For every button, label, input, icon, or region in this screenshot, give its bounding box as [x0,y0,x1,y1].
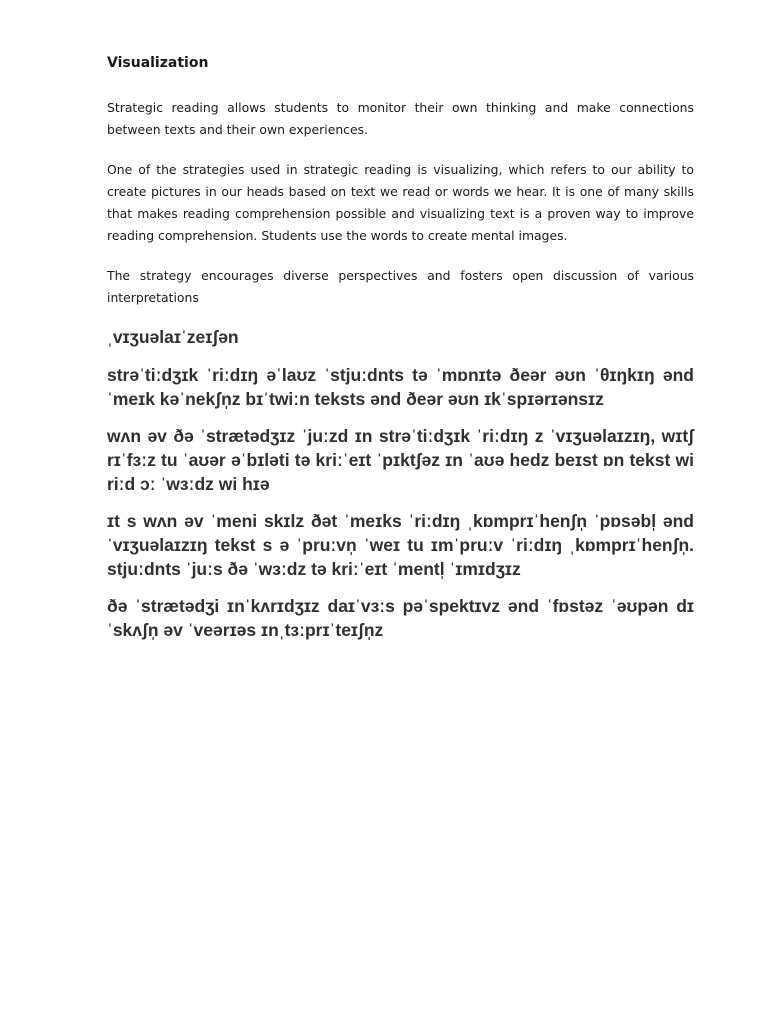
ipa-title: ˌvɪʒuəlaɪˈzeɪʃən [107,327,239,347]
ipa-paragraph-1: strəˈtiːdʒɪk ˈriːdɪŋ əˈlaʊz ˈstjuːdnts tə ˈmɒnɪtə ðeər əʊn ˈθɪŋkɪŋ ənd ˈmeɪk kəˈnekʃn̩z bɪˈtwiːn teksts ənd ðeər əʊn ɪkˈspɪərɪənsɪz [107,365,694,409]
ipa-paragraph-4: ðə ˈstrætədʒi ɪnˈkʌrɪdʒɪz daɪˈvɜːs pəˈspektɪvz ənd ˈfɒstəz ˈəʊpən dɪˈskʌʃn̩ əv ˈveərɪəs ɪnˌtɜːprɪˈteɪʃn̩z [107,596,694,640]
document-title: Visualization [107,55,209,71]
paragraph-strategic-reading: Strategic reading allows students to monitor their own thinking and make connections between texts and their own experiences. [107,100,694,137]
ipa-paragraph-3: ɪt s wʌn əv ˈmeni skɪlz ðət ˈmeɪks ˈriːdɪŋ ˌkɒmprɪˈhenʃn̩ ˈpɒsəbl̩ ənd ˈvɪʒuəlaɪzɪŋ tekst s ə ˈpruːvn̩ ˈweɪ tu ɪmˈpruːv ˈriːdɪŋ ˌkɒmprɪˈhenʃn̩. stjuːdnts ˈjuːs ðə ˈwɜːdz tə kriːˈeɪt ˈmentl̩ ˈɪmɪdʒɪz [107,511,694,579]
paragraph-visualizing-strategy: One of the strategies used in strategic reading is visualizing, which refers to our ability to create pictures in our heads based on text we read or words we hear. It is one of many skills that makes reading comprehension possible and visualizing text is a proven way to improve reading comprehension. Students use the words to create mental images. [107,162,694,243]
ipa-paragraph-2: wʌn əv ðə ˈstrætədʒɪz ˈjuːzd ɪn strəˈtiːdʒɪk ˈriːdɪŋ z ˈvɪʒuəlaɪzɪŋ, wɪtʃ rɪˈfɜːz tu ˈaʊər əˈbɪləti tə kriːˈeɪt ˈpɪktʃəz ɪn ˈaʊə hedz beɪst ɒn tekst wi riːd ɔː ˈwɜːdz wi hɪə [107,426,694,494]
paragraph-diverse-perspectives: The strategy encourages diverse perspectives and fosters open discussion of various interpretations [107,268,694,305]
